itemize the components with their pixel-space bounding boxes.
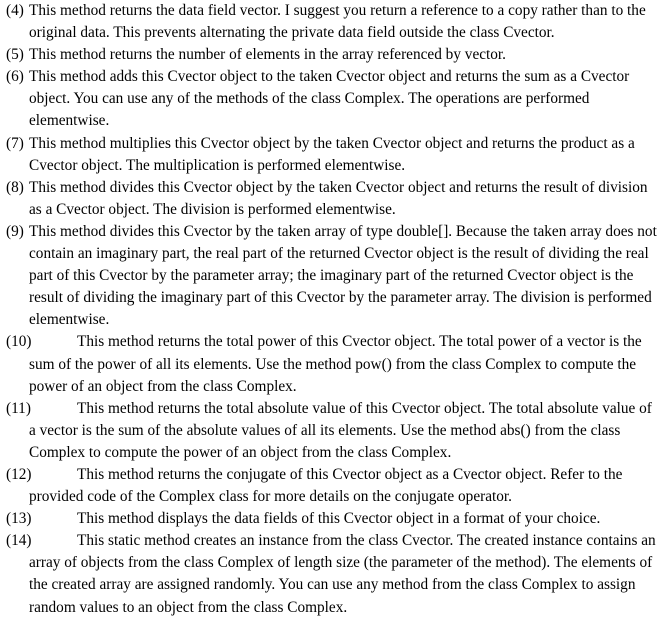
item-number: (11) [6,399,31,417]
item-number: (13) [6,510,32,528]
list-item-8 [0,177,663,221]
item-number: (7) [6,134,24,152]
item-number: (4) [6,2,24,19]
item-number: (9) [6,222,24,240]
item-number: (10) [6,333,32,351]
list-item-14 [0,530,663,618]
item-text: This method returns the total power of this Cvector object. The total power of a vector is the sum of the power of all its elements. Use the method pow() from the class Complex to compute the power of an object from the class Complex. [29,333,642,395]
item-number: (8) [6,178,24,196]
item-text: This method divides this Cvector by the taken array of type double[]. Because the taken array does not contain an imaginary part, the real part of the returned Cvector object is the result of dividing the real part of this Cvector by the parameter array; the imaginary part of the returned Cvector object is the result of dividing the imaginary part of this Cvector by the parameter array. The division is performed elementwise. [29,222,657,329]
list-item-4 [0,0,663,44]
list-item-9 [0,221,663,331]
list-item-13 [0,508,663,530]
item-text: This method returns the total absolute value of this Cvector object. The total absolute value of a vector is the sum of the absolute values of all its elements. Use the method abs() from the class Complex to compute the power of an object from the class Complex. [29,399,652,461]
item-text: This method multiplies this Cvector object by the taken Cvector object and returns the product as a Cvector object. The multiplication is performed elementwise. [29,134,635,174]
item-text: This method returns the conjugate of this Cvector object as a Cvector object. Refer to the provided code of the Complex class for more details on the conjugate operator. [29,465,623,506]
item-number: (5) [6,46,24,64]
list-item-12 [0,464,663,508]
list-item-6 [0,66,663,132]
list-item-7 [0,133,663,177]
list-item-5 [0,44,663,66]
list-item-10 [0,331,663,397]
item-text: This method divides this Cvector object by the taken Cvector object and returns the result of division as a Cvector object. The division is performed elementwise. [29,178,648,218]
item-text: This method adds this Cvector object to the taken Cvector object and returns the sum as a Cvector object. You can use any of the methods of the class Complex. The operations are performed elementwise. [29,68,630,130]
item-number: (12) [6,465,32,483]
item-text: This method displays the data fields of this Cvector object in a format of your choice. [77,510,601,528]
item-number: (6) [6,68,24,86]
item-text: This method returns the number of elements in the array referenced by vector. [29,46,506,64]
list-item-11 [0,398,663,464]
item-number: (14) [6,532,32,550]
item-text: This method returns the data field vector. I suggest you return a reference to a copy rather than to the original data. This prevents alternating the private data field outside the class Cvector. [29,2,646,42]
item-text: This static method creates an instance from the class Cvector. The created instance contains an array of objects from the class Complex of length size (the parameter of the method). The elements of the created array are assigned randomly. You can use any method from the class Complex to assign random values to an object from the class Complex. [29,532,656,616]
